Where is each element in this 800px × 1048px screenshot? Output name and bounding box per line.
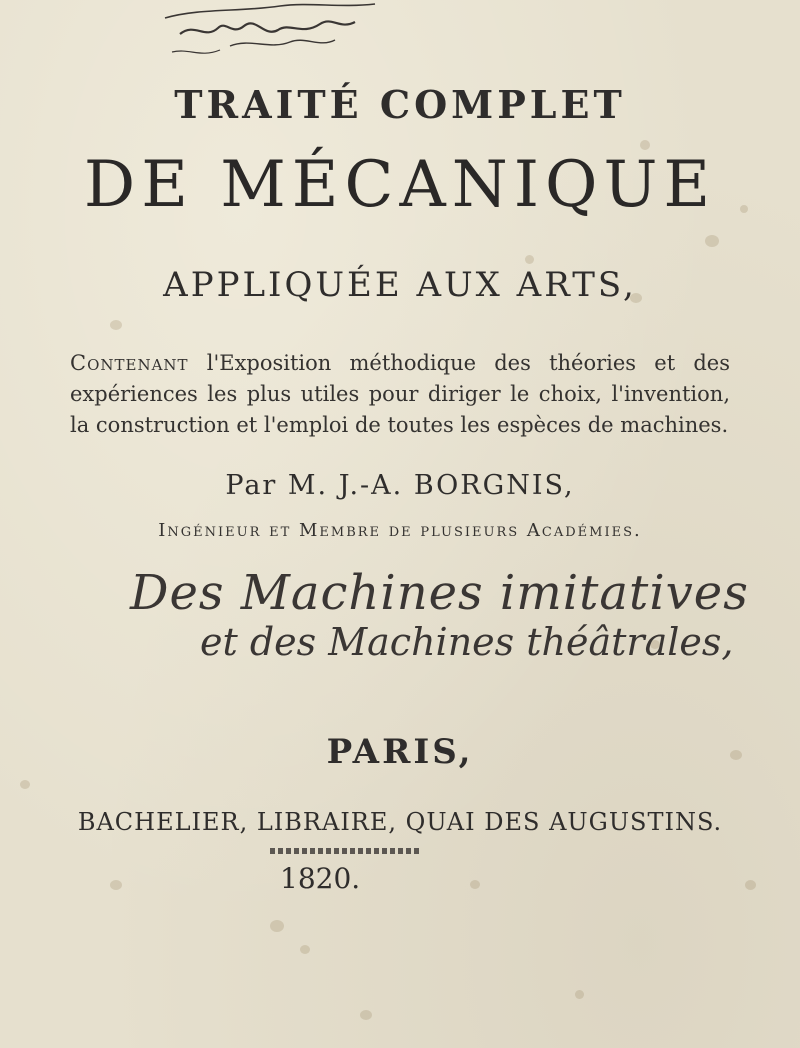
subtitle-description	[70, 348, 730, 441]
description-body: l'Exposition méthodique des théories et des expériences les plus utiles pour diriger le choix, l'invention, la construction et l'emploi de toutes les espèces de machines.	[70, 351, 730, 437]
foxing-spot	[110, 320, 122, 330]
imprint-year: 1820.	[280, 862, 361, 895]
foxing-spot	[575, 990, 584, 999]
foxing-spot	[745, 880, 756, 890]
handwritten-note-line-2: et des Machines théâtrales,	[200, 620, 734, 664]
title-line-2: DE MÉCANIQUE	[83, 148, 717, 222]
foxing-spot	[525, 255, 534, 264]
foxing-spot	[270, 920, 284, 932]
author-rank: Ingénieur et Membre de plusieurs Académies.	[158, 520, 642, 541]
imprint-city: PARIS,	[326, 732, 474, 772]
title-line-1: TRAITÉ COMPLET	[174, 82, 626, 127]
foxing-spot	[705, 235, 719, 247]
decorative-rule	[270, 848, 420, 854]
foxing-spot	[20, 780, 30, 789]
foxing-spot	[300, 945, 310, 954]
imprint-publisher: BACHELIER, LIBRAIRE, QUAI DES AUGUSTINS.	[77, 808, 723, 836]
foxing-spot	[360, 1010, 372, 1020]
author-byline: Par M. J.-A. BORGNIS,	[225, 470, 575, 501]
handwritten-signature	[160, 0, 390, 70]
foxing-spot	[110, 880, 122, 890]
description-lead: Contenant	[70, 351, 189, 375]
title-line-3: APPLIQUÉE AUX ARTS,	[163, 265, 637, 305]
handwritten-note-line-1: Des Machines imitatives	[130, 565, 749, 621]
foxing-spot	[470, 880, 480, 889]
